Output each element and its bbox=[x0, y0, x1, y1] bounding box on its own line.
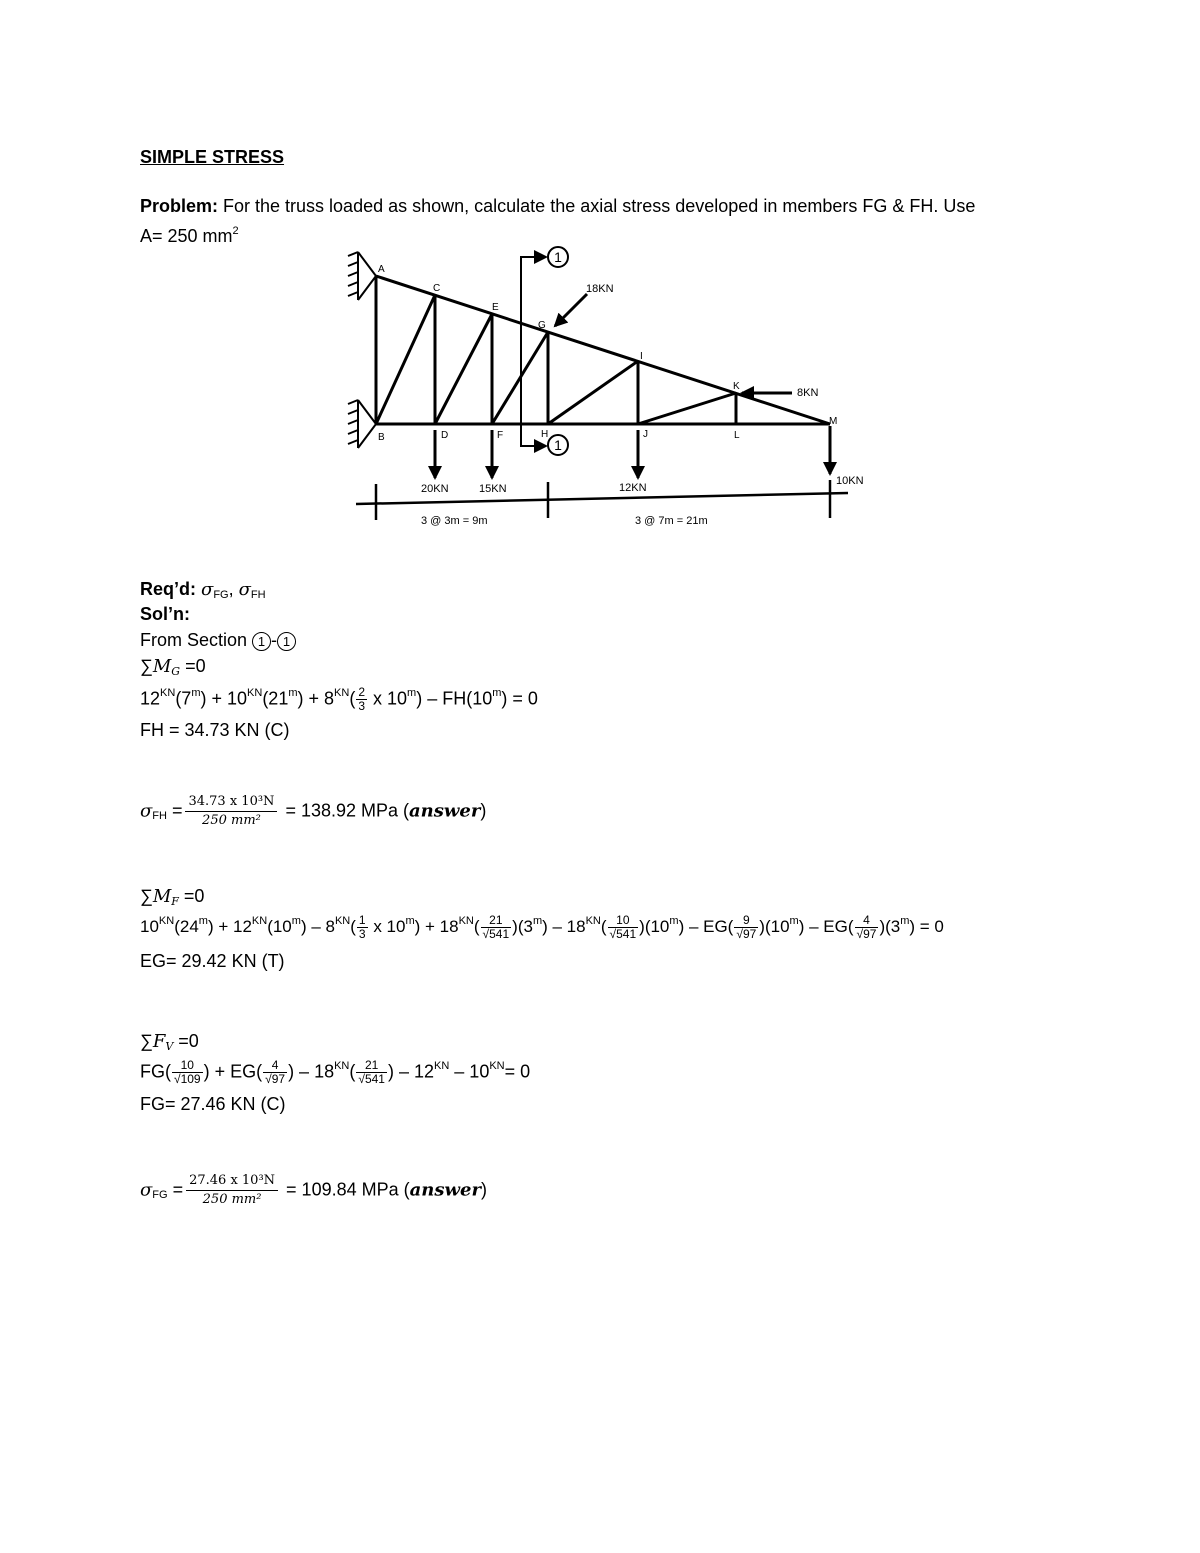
answer-label: answer bbox=[409, 1179, 481, 1201]
result-fh: FH = 34.73 KN (C) bbox=[140, 720, 290, 740]
close-paren: ) bbox=[480, 800, 487, 821]
unit-m: m bbox=[191, 687, 201, 700]
truss-members bbox=[376, 276, 830, 424]
section-mark-bottom: 1 bbox=[554, 437, 562, 453]
unit-kn: KN bbox=[489, 1060, 505, 1073]
summation-symbol: ∑ bbox=[140, 886, 153, 906]
equation-rest: =0 bbox=[173, 1031, 199, 1051]
term: ) + 8 bbox=[297, 688, 335, 709]
unit-m: m bbox=[198, 914, 208, 927]
unit-m: m bbox=[492, 687, 502, 700]
truss-figure bbox=[330, 240, 870, 540]
fraction bbox=[734, 914, 758, 941]
problem-statement bbox=[140, 195, 975, 217]
dimension-label-right: 3 @ 7m = 21m bbox=[635, 515, 708, 527]
fraction bbox=[356, 686, 367, 713]
fraction-denominator: 3 bbox=[358, 927, 366, 941]
unit-m: m bbox=[291, 914, 301, 927]
answer-label: answer bbox=[409, 800, 481, 822]
load-label-k: 8KN bbox=[797, 387, 819, 399]
term: ( bbox=[349, 1061, 356, 1082]
node-label-a: A bbox=[378, 264, 385, 275]
unit-kn: KN bbox=[247, 687, 263, 700]
fraction-numerator: 9 bbox=[734, 914, 758, 928]
area-label: A= 250 mm bbox=[140, 226, 233, 246]
equation-vertical-forces bbox=[140, 1059, 530, 1086]
unit-m: m bbox=[789, 914, 799, 927]
subscript: FH bbox=[152, 810, 167, 823]
unit-kn: KN bbox=[434, 1060, 450, 1073]
section-mark: 1 bbox=[277, 632, 296, 651]
term: ) – 18 bbox=[288, 1061, 335, 1082]
term: )(3 bbox=[512, 916, 533, 936]
subscript-f: F bbox=[171, 895, 179, 908]
term: )(10 bbox=[639, 916, 670, 936]
term: ) + 18 bbox=[414, 916, 459, 936]
node-label-e: E bbox=[492, 302, 499, 313]
close-paren: ) bbox=[480, 1179, 487, 1200]
node-label-m: M bbox=[829, 416, 838, 427]
unit-m: m bbox=[669, 914, 679, 927]
fraction-denominator: 3 bbox=[358, 699, 365, 713]
load-label-d: 20KN bbox=[421, 483, 449, 495]
node-label-h: H bbox=[541, 429, 549, 440]
fraction bbox=[481, 914, 512, 941]
fraction-numerator: 21 bbox=[356, 1059, 387, 1073]
fraction-denominator: √541 bbox=[609, 927, 637, 941]
unit-m: m bbox=[900, 914, 910, 927]
term: ) + 10 bbox=[200, 688, 248, 709]
node-label-l: L bbox=[734, 430, 740, 441]
equation-moment-f bbox=[140, 914, 944, 941]
sigma-symbol: σ bbox=[140, 800, 153, 822]
node-label-f: F bbox=[497, 430, 504, 441]
term: = 0 bbox=[504, 1061, 531, 1082]
subscript-v: V bbox=[165, 1040, 174, 1053]
unit-m: m bbox=[407, 687, 417, 700]
node-label-g: G bbox=[538, 320, 546, 331]
equation-moment-g bbox=[140, 686, 538, 713]
term: 12 bbox=[140, 688, 161, 709]
fraction bbox=[357, 914, 368, 941]
load-label-g: 18KN bbox=[586, 283, 614, 295]
fraction-denominator: √97 bbox=[856, 927, 877, 941]
solution-label: Sol’n: bbox=[140, 604, 190, 624]
force-symbol: F bbox=[152, 1031, 166, 1052]
required-label: Req’d: bbox=[140, 579, 196, 599]
fraction-numerator: 1 bbox=[358, 913, 366, 927]
unit-m: m bbox=[288, 687, 298, 700]
term: (10 bbox=[267, 916, 292, 936]
unit-kn: KN bbox=[458, 914, 474, 927]
summation-symbol: ∑ bbox=[140, 1031, 153, 1051]
equals: = bbox=[166, 800, 183, 821]
term: (7 bbox=[175, 688, 192, 709]
unit-m: m bbox=[405, 914, 415, 927]
unit-kn: KN bbox=[158, 914, 175, 927]
equation-rest: =0 bbox=[180, 656, 206, 676]
term: x 10 bbox=[368, 916, 406, 936]
fraction-numerator: 34.73 x 10³N bbox=[185, 793, 277, 812]
fraction-denominator: √97 bbox=[736, 927, 757, 941]
unit-kn: KN bbox=[251, 914, 268, 927]
fraction-numerator: 10 bbox=[172, 1059, 203, 1073]
dimension-label-left: 3 @ 3m = 9m bbox=[421, 515, 488, 527]
stress-fraction bbox=[186, 1172, 278, 1209]
summation-symbol: ∑ bbox=[140, 656, 153, 676]
stress-fh-equation bbox=[140, 793, 486, 830]
fraction bbox=[172, 1059, 203, 1086]
section-dash: - bbox=[271, 630, 278, 650]
equals: = bbox=[167, 1179, 184, 1200]
sigma-symbol: σ bbox=[201, 579, 214, 600]
node-label-i: I bbox=[640, 351, 643, 362]
term: ) – 18 bbox=[542, 916, 586, 936]
term: ) + EG( bbox=[203, 1061, 263, 1082]
required-line bbox=[140, 578, 266, 603]
stress-fraction bbox=[185, 793, 277, 830]
load-label-f: 15KN bbox=[479, 483, 507, 495]
node-label-d: D bbox=[441, 430, 449, 441]
term: ( bbox=[473, 916, 480, 936]
term: ) = 0 bbox=[909, 916, 944, 936]
stress-fg-equation bbox=[140, 1172, 487, 1209]
problem-text: For the truss loaded as shown, calculate the axial stress developed in members FG & FH. Use bbox=[218, 196, 976, 216]
term: (21 bbox=[262, 688, 289, 709]
load-arrow-g bbox=[555, 294, 587, 326]
term: ( bbox=[600, 916, 607, 936]
node-label-b: B bbox=[378, 432, 385, 443]
moment-symbol: M bbox=[152, 656, 172, 677]
unit-kn: KN bbox=[160, 687, 176, 700]
term: ( bbox=[349, 688, 356, 709]
term: ) + 12 bbox=[207, 916, 252, 936]
term: ) – EG( bbox=[798, 916, 854, 936]
result-fg: FG= 27.46 KN (C) bbox=[140, 1094, 286, 1114]
term: x 10 bbox=[368, 688, 408, 709]
fraction bbox=[855, 914, 879, 941]
unit-kn: KN bbox=[334, 1060, 350, 1073]
term: 10 bbox=[140, 916, 159, 936]
equation-sum-mg bbox=[140, 655, 206, 680]
term: ) = 0 bbox=[501, 688, 538, 709]
term: ( bbox=[350, 916, 356, 936]
term: ) – FH(10 bbox=[416, 688, 493, 709]
fraction-denominator: √541 bbox=[358, 1072, 385, 1086]
page-title: SIMPLE STRESS bbox=[140, 147, 285, 167]
equation-sum-fv bbox=[140, 1030, 199, 1055]
fraction bbox=[356, 1059, 387, 1086]
stress-result: = 109.84 MPa ( bbox=[281, 1179, 410, 1200]
fraction-numerator: 27.46 x 10³N bbox=[186, 1172, 278, 1191]
load-label-m: 10KN bbox=[836, 475, 864, 487]
fraction bbox=[608, 914, 639, 941]
fraction-numerator: 4 bbox=[263, 1059, 287, 1073]
term: )(10 bbox=[759, 916, 790, 936]
stress-result: = 138.92 MPa ( bbox=[280, 800, 410, 821]
separator: , bbox=[228, 579, 239, 599]
term: – 10 bbox=[449, 1061, 490, 1082]
term: ) – EG( bbox=[678, 916, 734, 936]
fraction-denominator: √541 bbox=[482, 927, 510, 941]
sigma-symbol: σ bbox=[140, 1179, 153, 1201]
moment-symbol: M bbox=[152, 886, 172, 907]
section-mark: 1 bbox=[252, 632, 271, 651]
equation-rest: =0 bbox=[178, 886, 205, 906]
fraction-denominator: √109 bbox=[174, 1072, 201, 1086]
fraction-numerator: 21 bbox=[481, 914, 512, 928]
fraction bbox=[263, 1059, 287, 1086]
term: (24 bbox=[174, 916, 199, 936]
unit-kn: KN bbox=[334, 914, 351, 927]
equation-sum-mf bbox=[140, 885, 204, 910]
result-eg: EG= 29.42 KN (T) bbox=[140, 951, 285, 971]
section-mark-top: 1 bbox=[554, 249, 562, 265]
subscript: FG bbox=[152, 1189, 168, 1202]
node-label-j: J bbox=[643, 429, 648, 440]
area-exponent: 2 bbox=[232, 225, 239, 237]
fraction-numerator: 4 bbox=[855, 914, 879, 928]
fraction-numerator: 10 bbox=[608, 914, 639, 928]
fraction-numerator: 2 bbox=[358, 685, 365, 699]
sigma-symbol: σ bbox=[238, 579, 251, 600]
unit-m: m bbox=[532, 914, 543, 927]
term: ) – 8 bbox=[300, 916, 335, 936]
node-label-c: C bbox=[433, 283, 441, 294]
term: ) – 12 bbox=[387, 1061, 435, 1082]
subscript-fh: FH bbox=[250, 589, 266, 601]
fraction-denominator: √97 bbox=[265, 1072, 286, 1086]
term: )(3 bbox=[879, 916, 901, 936]
from-section-line bbox=[140, 629, 296, 651]
support-a bbox=[348, 252, 376, 300]
load-label-j: 12KN bbox=[619, 482, 647, 494]
node-label-k: K bbox=[733, 381, 740, 392]
fraction-denominator: 250 mm² bbox=[202, 813, 261, 828]
area-given bbox=[140, 225, 239, 250]
from-section-text: From Section bbox=[140, 630, 253, 650]
unit-kn: KN bbox=[334, 687, 350, 700]
problem-label: Problem: bbox=[140, 196, 219, 216]
term: FG( bbox=[140, 1061, 171, 1082]
support-b bbox=[348, 400, 376, 448]
subscript-g: G bbox=[171, 665, 181, 678]
unit-kn: KN bbox=[585, 914, 601, 927]
subscript-fg: FG bbox=[213, 589, 229, 601]
fraction-denominator: 250 mm² bbox=[202, 1192, 262, 1207]
